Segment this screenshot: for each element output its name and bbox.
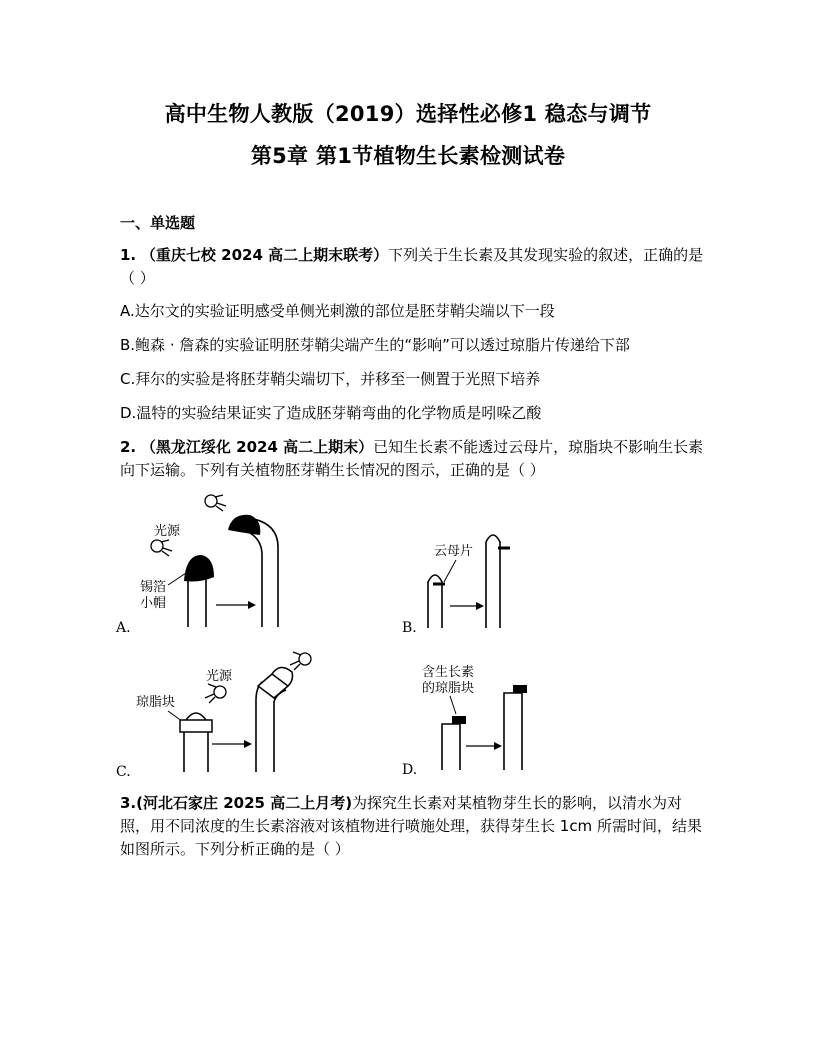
figure-d-agar-label-2: 的琼脂块: [422, 681, 475, 696]
figure-b-letter[interactable]: B.: [402, 620, 417, 636]
arrow-icon: [216, 601, 256, 609]
question-1-option-a[interactable]: A.达尔文的实验证明感受单侧光刺激的部位是胚芽鞘尖端以下一段: [120, 302, 555, 320]
question-2-stem: 已知生长素不能透过云母片，琼脂块不影响生长素向下运输。下列有关植物胚芽鞘生长情况的图示，正确的是（ ）: [120, 438, 704, 479]
arrow-icon: [450, 602, 484, 610]
question-2: [120, 436, 705, 482]
section-heading: 一、单选题: [120, 214, 196, 232]
question-1-option-b[interactable]: B.鲍森 · 詹森的实验证明胚芽鞘尖端产生的“影响”可以透过琼脂片传递给下部: [120, 336, 630, 354]
agar-block: [258, 674, 288, 698]
question-1-stem: 下列关于生长素及其发现实验的叙述，正确的是（ ）: [120, 246, 704, 287]
figure-b-mica-label: 云母片: [434, 544, 474, 559]
figure-option-b[interactable]: [400, 520, 540, 638]
coleoptile-before: [442, 724, 460, 770]
coleoptile-after: [504, 693, 522, 770]
figure-c-letter[interactable]: C.: [116, 764, 131, 780]
agar-block: [180, 720, 212, 732]
coleoptile-after: [486, 535, 500, 628]
figure-d-letter[interactable]: D.: [402, 762, 418, 778]
agar-block: [513, 685, 527, 693]
figure-d-agar-label-1: 含生长素: [422, 665, 475, 680]
figure-c-light-label: 光源: [206, 669, 233, 684]
figure-c-agar-label: 琼脂块: [136, 695, 176, 710]
light-source-icon: [290, 652, 311, 670]
figure-option-d[interactable]: [400, 660, 550, 782]
foil-cap: [184, 555, 214, 582]
question-2-number: 2.: [120, 438, 137, 456]
question-1-option-d[interactable]: D.温特的实验结果证实了造成胚芽鞘弯曲的化学物质是吲哚乙酸: [120, 404, 542, 422]
light-source-icon: [205, 684, 226, 703]
page-title-line-1: 高中生物人教版（2019）选择性必修1 稳态与调节: [164, 102, 652, 126]
question-1-number: 1.: [120, 246, 137, 264]
figure-a-letter[interactable]: A.: [116, 620, 131, 636]
figure-a-cap-label-1: 锡箔: [140, 580, 167, 595]
agar-block: [452, 716, 466, 724]
light-source-icon: [205, 495, 226, 511]
question-2-source: （黑龙江绥化 2024 高二上期末）: [140, 438, 374, 456]
question-3-stem: 为探究生长素对某植物芽生长的影响，以清水为对照，用不同浓度的生长素溶液对该植物进行喷施处理，获得芽生长 1cm 所需时间，结果如图所示。下列分析正确的是（ ）: [120, 794, 702, 858]
coleoptile-after: [244, 519, 278, 627]
figure-a-cap-label-2: 小帽: [140, 596, 167, 611]
figure-a-light-label: 光源: [154, 524, 181, 539]
figure-option-c[interactable]: [110, 648, 330, 783]
question-1-option-c[interactable]: C.拜尔的实验是将胚芽鞘尖端切下，并移至一侧置于光照下培养: [120, 370, 541, 388]
light-source-icon: [151, 540, 172, 556]
page-title-line-2: 第5章 第1节植物生长素检测试卷: [250, 144, 566, 168]
question-3-number: 3.: [120, 794, 137, 812]
question-1-source: （重庆七校 2024 高二上期末联考）: [140, 246, 389, 264]
coleoptile-tip: [186, 713, 206, 720]
question-3-source: (河北石家庄 2025 高二上月考): [136, 794, 353, 812]
question-1: [120, 244, 705, 290]
figure-option-a[interactable]: [110, 485, 310, 640]
arrow-icon: [466, 742, 502, 750]
arrow-icon: [212, 740, 252, 748]
coleoptile-before: [184, 732, 208, 772]
question-3: [120, 792, 705, 861]
foil-cap: [228, 515, 260, 535]
